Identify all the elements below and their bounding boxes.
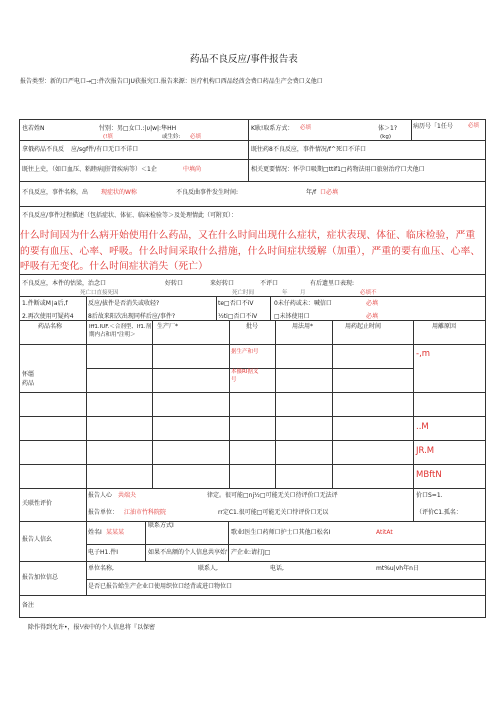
patient-name-required: (!填 (103, 134, 113, 140)
reporter-info-label: 报告人信幺 (22, 536, 53, 543)
past-adr-options: 既往药8不良反应，事件情况/f^死口不详口 (251, 146, 366, 153)
reporter-phone-label: 联系方式I (148, 522, 174, 529)
contact-label: K耿!取系方式： (251, 125, 294, 132)
case-no-label: 病历号「1任号 (413, 123, 453, 130)
important-info-options: 相关更要情况：怀孕口吸期□ttif1□药物法用口旅射治疗口犬他口 (251, 166, 425, 173)
unit-name-label: 单位名称, (88, 565, 114, 572)
contact-required: 必填 (300, 125, 312, 131)
col-manufacturer: 生产厂* (157, 323, 179, 330)
birth-required: 必填 (190, 134, 202, 140)
outcome-improved: 好转口 (165, 280, 184, 287)
dechallenge-q1-question: 反应/拔件是否消失或收轻? (88, 300, 160, 307)
dechallenge-q1-required: 必填 (366, 300, 379, 307)
event-time-label: 不良反曲事件发生时间: (176, 189, 239, 196)
outcome-not-improved: 来好转口 (210, 280, 235, 287)
batch-hint-2: 本摄RI据叉 号 (231, 369, 259, 384)
reporter-share-info: 如果不出额的个人信息共享始' (148, 549, 228, 556)
col-usage: 用法用* (292, 323, 314, 330)
col-drug-name: 药品名称 (38, 323, 63, 330)
event-name-hint: 现症状的W称 (101, 189, 137, 196)
dechallenge-q1-options: te□否口不iV (218, 300, 254, 307)
side-mark-4: MBftN (416, 470, 442, 480)
side-mark-1: -,m (416, 349, 431, 359)
unit-contact-label: 联系人, (198, 565, 218, 572)
outcome-month: 月 (300, 290, 306, 296)
drug-history-label: 拿俄药品不良反 (22, 146, 65, 153)
reporter-email-label: 电子H1.件I (88, 549, 119, 556)
medical-history-required: 中填尚 (183, 166, 202, 173)
page-title: 药品不良反应/事件报告表 (190, 54, 298, 65)
reporter-name-value: 某某某 (106, 529, 125, 536)
weight-label: 体＞1? (378, 125, 398, 132)
unit-info-label: 报告加位信总 (22, 574, 59, 581)
patient-name-label: 也若姓N (22, 125, 45, 132)
report-date-label: mt%u|vh年n日 (376, 565, 419, 572)
rechallenge-q2-required: 必填 (366, 313, 379, 320)
case-no-required: 必填 (468, 123, 480, 129)
rechallenge-q2-label: 2.再次使用可疑药4 (22, 313, 74, 320)
reporter-job-value: AtitAt (376, 529, 393, 536)
dechallenge-q1-label: 1.件断或M∣a后,f (22, 300, 68, 307)
col-batch: 批号 (246, 323, 259, 330)
rechallenge-q2-question: 8后故来阳次出现同样后应/事件? (88, 313, 176, 320)
side-mark-3: JR.M (416, 446, 435, 456)
medical-history-label: 既往上史，（如口血压、粘睦病|肝肾疾病等）＜1企 (22, 166, 157, 173)
reporter-eval-label: 报告人心 (88, 492, 113, 499)
weight-unit: (kg) (380, 134, 391, 140)
rechallenge-q2-options2: □未钵使用口 (274, 313, 310, 320)
description-text: 什么时间因为什么病开始使用什么药品，又在什么时间出现什么症状，症状表现、体征、临床检验，严重的要有血压、心率、呼吸。什么时间采取什么措施，什么时间症状缓解（加重），严重的要有血压、心率、呼吸有无变化。什么时间症状消失（死亡） (20, 230, 481, 272)
rechallenge-q2-options: ½ti□否口不iV (218, 313, 258, 320)
privacy-footer: 除作得到允许•，报⅟表中的个人信息将『以保密 (28, 624, 155, 631)
evaluation-label: 关联性评价 (22, 500, 53, 507)
drug-history-options: 应/sgf件/有口无口不详口 (71, 146, 139, 153)
outcome-sequelae: 有后遗里口表现: (310, 280, 355, 287)
event-time-value: 年/f (306, 189, 317, 196)
reporter-job-label: 歌业l医生口药师口护士口其他口松名I (231, 529, 331, 536)
suspect-drug-label: 怀缰 药品 (22, 371, 35, 387)
evaluation-right-1: 价口S=1. (416, 492, 443, 499)
reporter-name-label: 姓名I (88, 529, 102, 536)
unit-eval-options: rr定C1.很可能□可能无关口恃评价口无以 (218, 509, 329, 516)
col-dosage-form: Iff1.IUF.＜合剂型、If1.剂 期内占和用"注明＞ (89, 324, 152, 339)
description-label: 不良反应/事件过程描述（包括症状、体征、临床检验等＞及处理情此（可附页）： (22, 212, 238, 219)
patient-sex-birth: 忖别：男□女口.:|υ|w|:隼HH (99, 125, 177, 132)
reporter-share-enterprise: 产企业:请打J□ (231, 549, 271, 556)
outcome-death-time: 死亡时间 (232, 290, 255, 296)
outcome-year: 年 (282, 290, 288, 296)
dechallenge-q1-options2: 0未仔药或未：喊信口 (274, 300, 332, 307)
batch-hint: 据生产和号 (231, 349, 259, 355)
reporter-eval-options: 律定。很可能□nj½□可能无关口待评价口无法评 (207, 492, 338, 499)
unit-source-options: 是否已报告蛤生产企业口使用织位口经背或进口物位口 (88, 583, 233, 590)
event-name-label: 不良反应，事件名称，出 (22, 189, 89, 196)
reporter-eval-hint: 共端夬 (118, 492, 137, 499)
remark-label: 备注 (22, 602, 35, 609)
evaluation-right-2: （评价C1.孤名： (416, 509, 462, 516)
report-type-line: 报告类型：新的口严电口→□:件次报告口JU获报究口.报告来源：医疗机构口西品经酋会费口药品生产会费口义他口 (20, 78, 323, 85)
outcome-death-cause: 死亡口直接死因 (80, 290, 119, 296)
birth-sub: 或生妗: (162, 134, 181, 140)
side-mark-2: ..M (416, 422, 429, 432)
outcome-unknown: 不评口 (260, 280, 279, 287)
col-duration: 用药起止时间 (345, 323, 382, 330)
outcome-label: 不良反应，本件的怙梁，治念口 (22, 280, 107, 287)
col-reason: 用離原因 (432, 323, 457, 330)
unit-phone-label: 电话, (270, 565, 284, 572)
event-time-required: 口必填 (320, 189, 339, 196)
unit-eval-hint: 江油市竹科院院 (124, 509, 167, 516)
outcome-required: 必填不 (360, 290, 377, 296)
unit-eval-label: 报告单位： (88, 509, 119, 516)
